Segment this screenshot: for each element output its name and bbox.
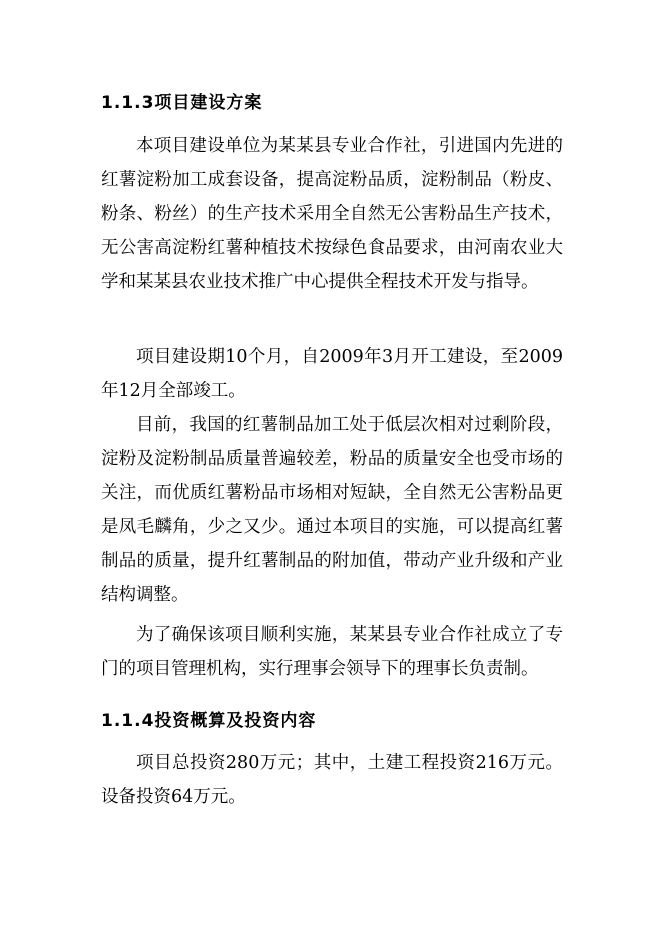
section-heading-1-1-3: 1.1.3项目建设方案 bbox=[101, 93, 263, 113]
paragraph-construction-period: 项目建设期10个月，自2009年3月开工建设，至2009年12月全部竣工。 bbox=[101, 347, 563, 401]
paragraph-management: 为了确保该项目顺利实施，某某县专业合作社成立了专门的项目管理机构，实行理事会领导下的理事长负责制。 bbox=[101, 625, 563, 679]
paragraph-investment: 项目总投资280万元；其中，土建工程投资216万元。设备投资64万元。 bbox=[101, 753, 563, 807]
paragraph-industry-status: 目前，我国的红薯制品加工处于低层次相对过剩阶段，淀粉及淀粉制品质量普遍较差，粉品的质量安全也受市场的关注，而优质红薯粉品市场相对短缺，全自然无公害粉品更是凤毛麟角，少之又少。通过本项目的实施，可以提高红薯制品的质量，提升红薯制品的附加值，带动产业升级和产业结构调整。 bbox=[101, 415, 563, 605]
section-heading-1-1-4: 1.1.4投资概算及投资内容 bbox=[101, 711, 317, 731]
paragraph-construction-plan: 本项目建设单位为某某县专业合作社，引进国内先进的红薯淀粉加工成套设备，提高淀粉品质，淀粉制品（粉皮、粉条、粉丝）的生产技术采用全自然无公害粉品生产技术，无公害高淀粉红薯种植技术按绿色食品要求，由河南农业大学和某某县农业技术推广中心提供全程技术开发与指导。 bbox=[101, 136, 563, 292]
